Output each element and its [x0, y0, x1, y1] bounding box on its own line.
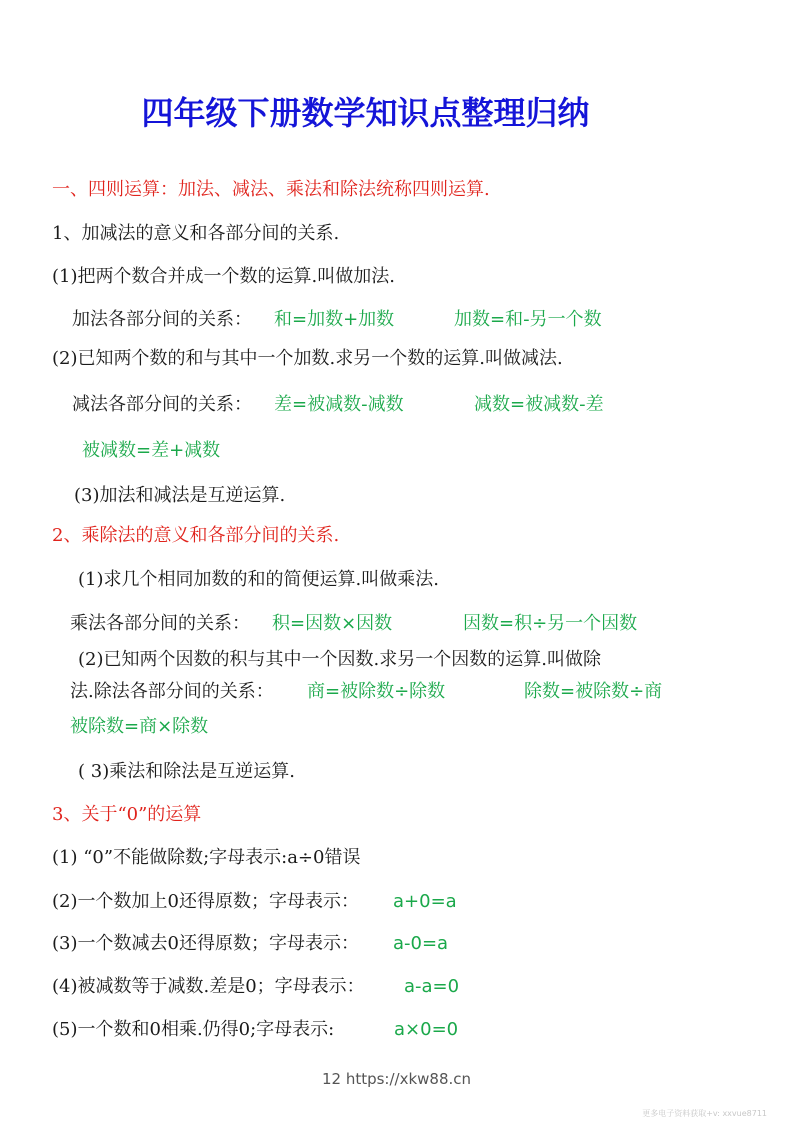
addition-formula-sum: 和=加数+加数 — [274, 309, 395, 330]
zero-rule-multiply-label: (5)一个数和0相乘.仍得0;字母表示: — [52, 1019, 335, 1040]
zero-rule-add-label: (2)一个数加上0还得原数；字母表示： — [52, 891, 359, 912]
division-relation-label: 法.除法各部分间的关系： — [70, 681, 274, 702]
multiplication-formula-product: 积=因数×因数 — [272, 613, 393, 634]
multiplication-relation-label: 乘法各部分间的关系： — [70, 613, 250, 634]
zero-rule-add-formula: a+0=a — [393, 891, 457, 912]
subsection-zero-operations: 3、关于“0”的运算 — [52, 804, 202, 825]
section-heading-four-operations: 一、四则运算：加法、减法、乘法和除法统称四则运算. — [52, 179, 490, 200]
subtraction-formula-subtrahend: 减数=被减数-差 — [474, 394, 604, 415]
zero-rule-equal-formula: a-a=0 — [404, 976, 460, 997]
zero-rule-divisor: (1) “0”不能做除数;字母表示:a÷0错误 — [52, 847, 361, 868]
subtraction-definition: (2)已知两个数的和与其中一个加数.求另一个数的运算.叫做减法. — [52, 348, 563, 369]
multiplication-formula-factor: 因数=积÷另一个因数 — [463, 613, 638, 634]
addition-relation-label: 加法各部分间的关系： — [72, 309, 252, 330]
division-formula-divisor: 除数=被除数÷商 — [524, 681, 663, 702]
subsection-multiply-divide: 2、乘除法的意义和各部分间的关系. — [52, 525, 340, 546]
subtraction-formula-difference: 差=被减数-减数 — [274, 394, 404, 415]
zero-rule-subtract-formula: a-0=a — [393, 933, 449, 954]
watermark-text: 更多电子资料获取+v: xxvue8711 — [642, 1109, 767, 1118]
subtraction-relation-label: 减法各部分间的关系： — [72, 394, 252, 415]
zero-rule-equal-label: (4)被减数等于减数.差是0；字母表示： — [52, 976, 365, 997]
division-formula-dividend: 被除数=商×除数 — [70, 716, 209, 737]
page-footer: 12 https://xkw88.cn — [321, 1070, 472, 1088]
addition-formula-addend: 加数=和-另一个数 — [454, 309, 602, 330]
multiply-divide-inverse: ( 3)乘法和除法是互逆运算. — [78, 761, 295, 782]
subtraction-formula-minuend: 被减数=差+减数 — [82, 440, 221, 461]
subsection-add-subtract: 1、加减法的意义和各部分间的关系. — [52, 223, 340, 244]
division-definition: (2)已知两个因数的积与其中一个因数.求另一个因数的运算.叫做除 — [78, 649, 601, 670]
zero-rule-multiply-formula: a×0=0 — [394, 1019, 459, 1040]
multiplication-definition: (1)求几个相同加数的和的简便运算.叫做乘法. — [78, 569, 439, 590]
division-formula-quotient: 商=被除数÷除数 — [307, 681, 446, 702]
add-subtract-inverse: (3)加法和减法是互逆运算. — [74, 485, 286, 506]
page-title: 四年级下册数学知识点整理归纳 — [141, 94, 590, 132]
addition-definition: (1)把两个数合并成一个数的运算.叫做加法. — [52, 266, 395, 287]
zero-rule-subtract-label: (3)一个数减去0还得原数；字母表示： — [52, 933, 359, 954]
